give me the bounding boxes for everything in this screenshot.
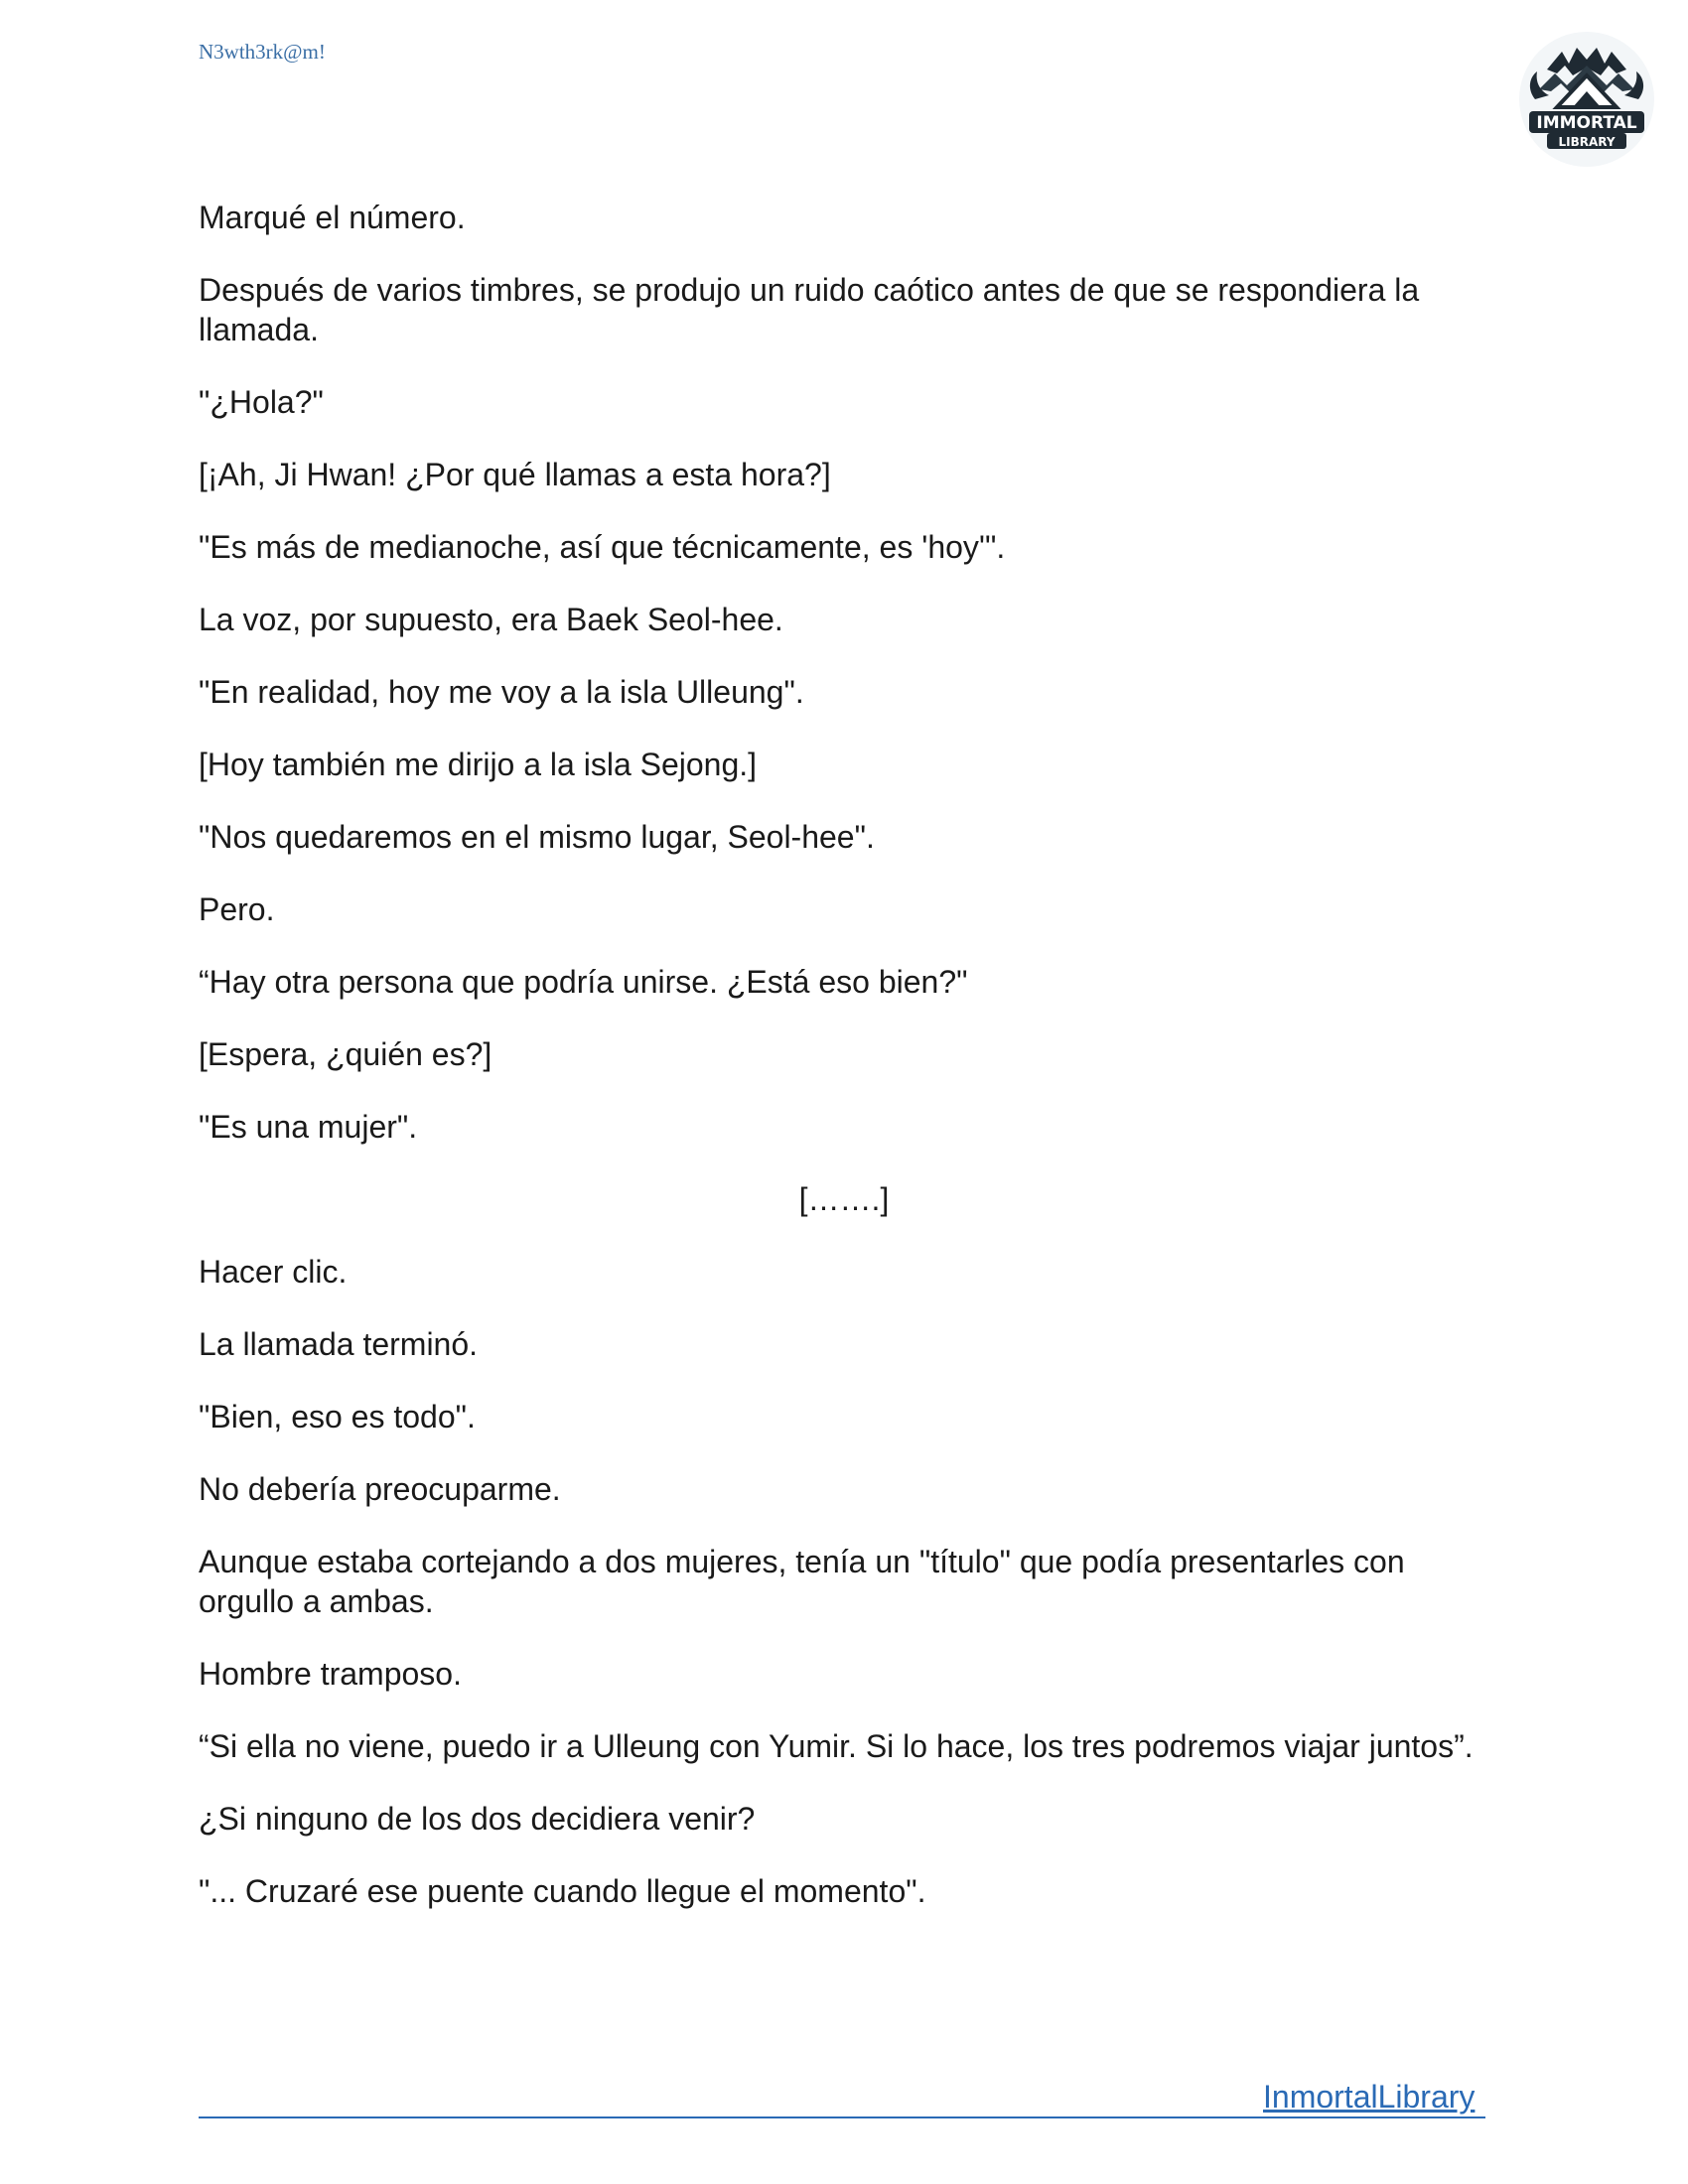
paragraph: Aunque estaba cortejando a dos mujeres, tenía un "título" que podía presentarles con orgullo a ambas. [199,1544,1405,1619]
paragraph: No debería preocuparme. [199,1471,561,1507]
paragraph: "Bien, eso es todo". [199,1399,476,1434]
paragraph: “Hay otra persona que podría unirse. ¿Está eso bien?" [199,964,968,1000]
paragraph: Hombre tramposo. [199,1656,462,1692]
paragraph: "Nos quedaremos en el mismo lugar, Seol-hee". [199,819,875,855]
immortal-library-logo [1517,30,1656,169]
logo-line1: IMMORTAL [1536,113,1637,133]
paragraph: [¡Ah, Ji Hwan! ¿Por qué llamas a esta hora?] [199,457,831,492]
footer-divider [199,2116,1485,2118]
paragraph: Hacer clic. [199,1254,348,1290]
paragraph: Marqué el número. [199,200,466,235]
paragraph: "Es una mujer". [199,1109,418,1145]
paragraph: Después de varios timbres, se produjo un ruido caótico antes de que se respondiera la llamada. [199,272,1420,347]
paragraph: "¿Hola?" [199,384,324,420]
paragraph: La voz, por supuesto, era Baek Seol-hee. [199,602,783,637]
logo-line2: LIBRARY [1558,135,1616,149]
paragraph: "Es más de medianoche, así que técnicamente, es 'hoy'". [199,529,1006,565]
chapter-body [199,198,1489,1944]
paragraph: ¿Si ninguno de los dos decidiera venir? [199,1801,756,1837]
footer-link[interactable]: InmortalLibrary [1263,2079,1476,2115]
paragraph: [Hoy también me dirijo a la isla Sejong.] [199,747,758,782]
header-tag: N3wth3rk@m! [199,40,326,64]
paragraph: [Espera, ¿quién es?] [199,1036,492,1072]
paragraph: La llamada terminó. [199,1326,479,1362]
paragraph: "... Cruzaré ese puente cuando llegue el momento". [199,1873,926,1909]
paragraph-centered: […….] [798,1181,890,1217]
paragraph: Pero. [199,891,275,927]
paragraph: "En realidad, hoy me voy a la isla Ulleung". [199,674,804,710]
paragraph: “Si ella no viene, puedo ir a Ulleung con Yumir. Si lo hace, los tres podremos viajar juntos”. [199,1728,1474,1764]
